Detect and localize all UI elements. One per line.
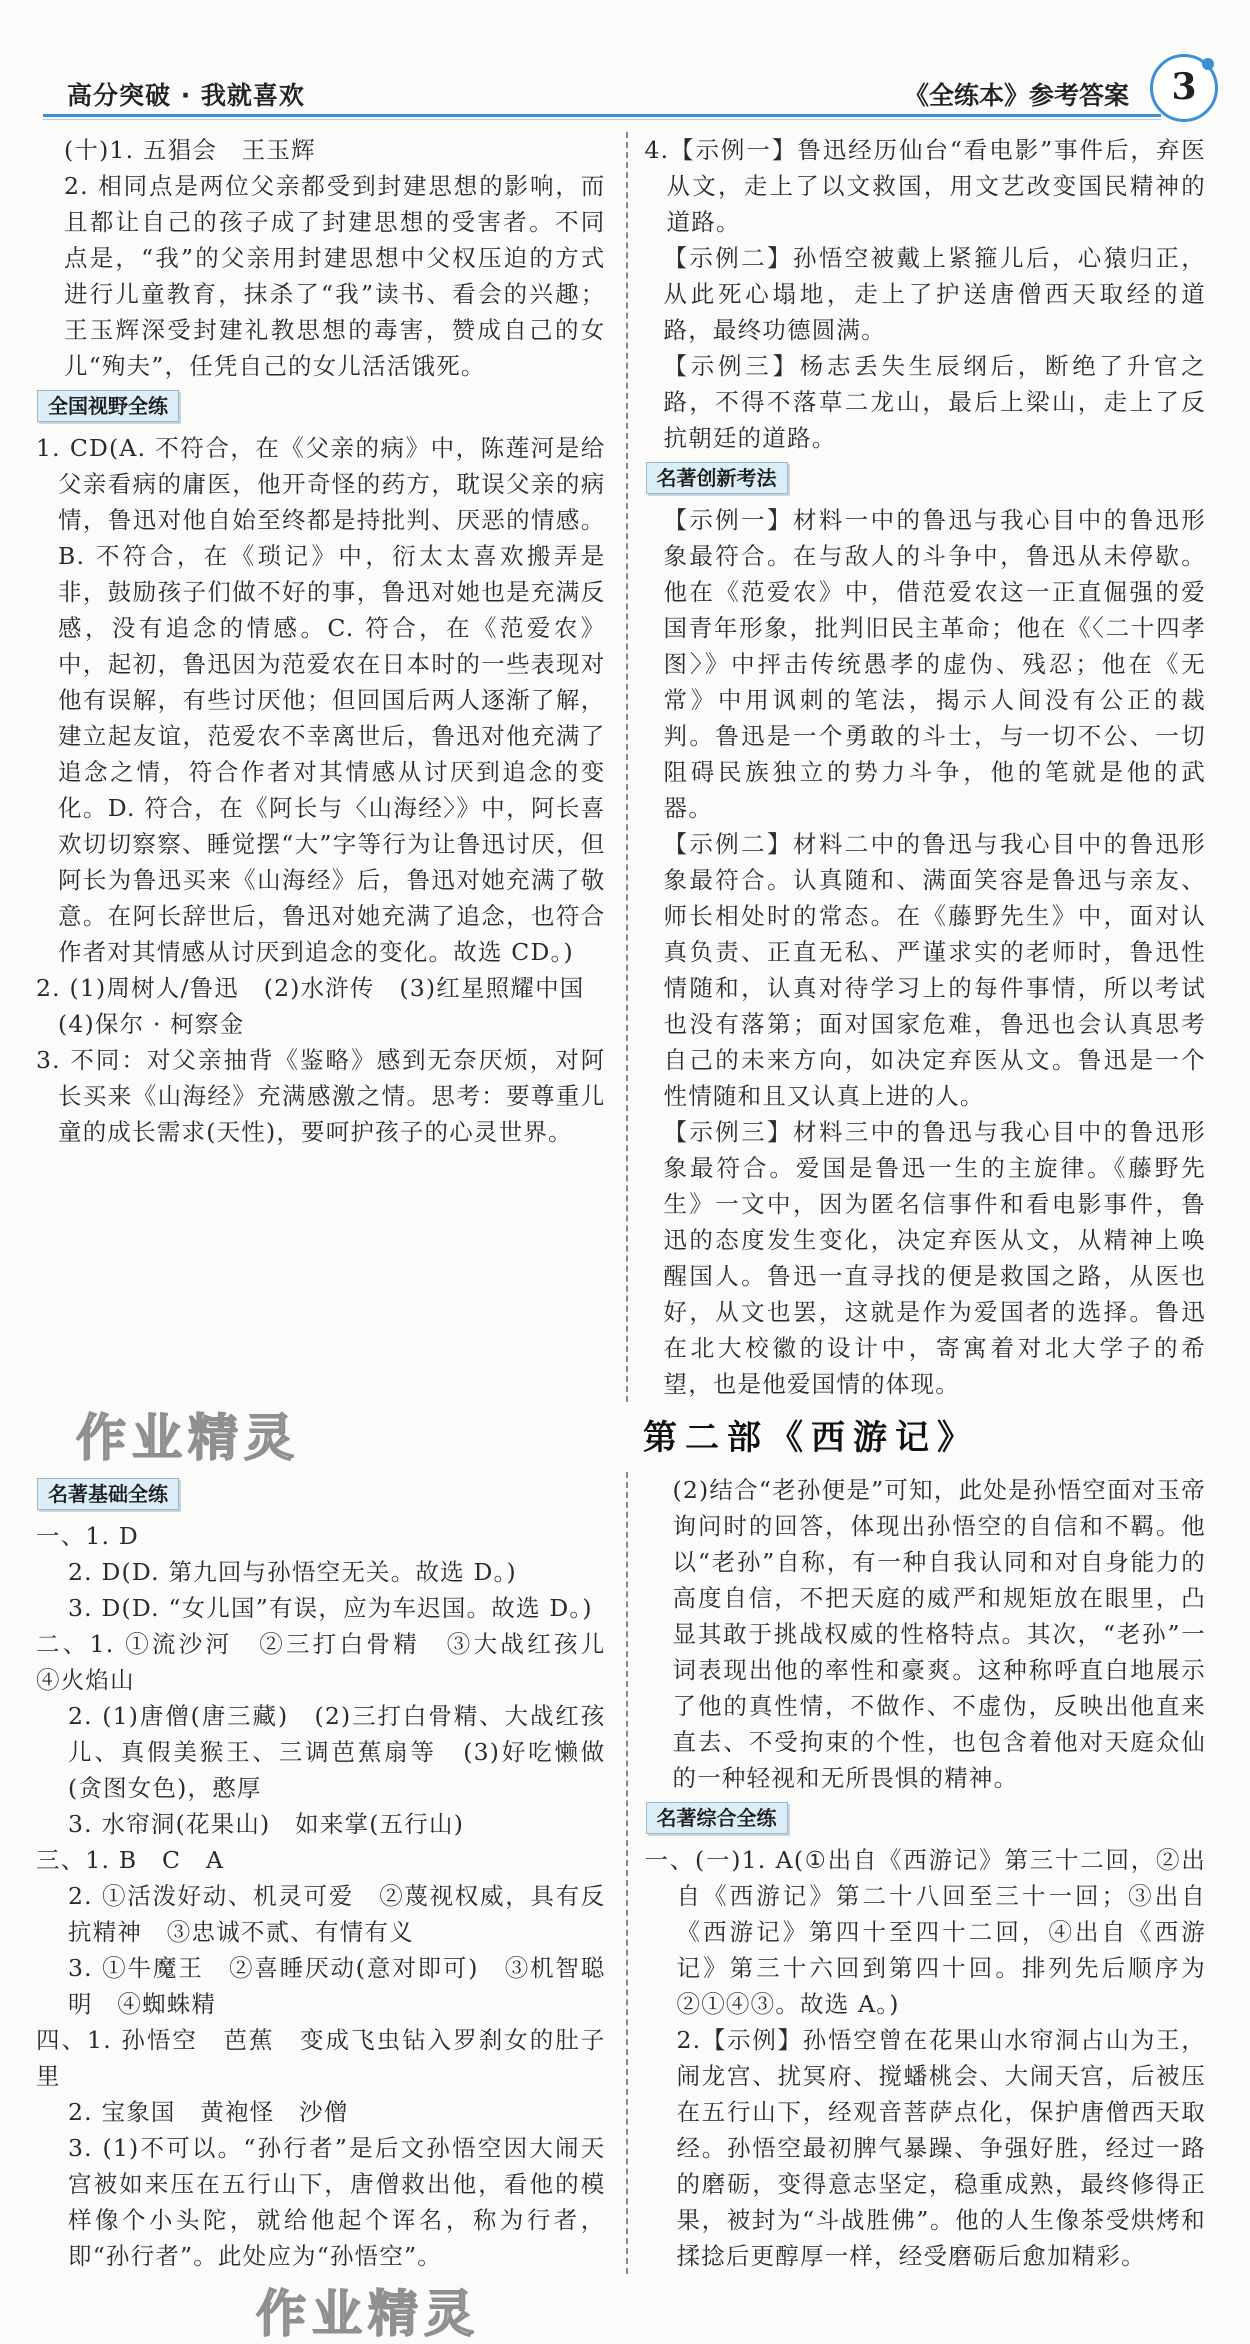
answer-item: 二、1. ①流沙河 ②三打白骨精 ③大战红孩儿 ④火焰山 [36,1630,631,1694]
answer-item: 1. CD(A. 不符合，在《父亲的病》中，陈莲河是给父亲看病的庸医，他开奇怪的药方，耽误父亲的病情，鲁迅对他自始至终都是持批判、厌恶的情感。B. 不符合，在《琐记》中，衍太太喜欢搬弄是非，鼓励孩子们做不好的事，鲁迅对她也是充满反感，没有追念的情感。C. 符合，在《范爱农》中，起初，鲁迅因为范爱农在日本时的一些表现对他有误解，有些讨厌他；但回国后两人逐渐了解，建立起友谊，范爱农不幸离世后，鲁迅对他充满了追念之情，符合作者对其情感从讨厌到追念的变化。D. 符合，在《阿长与〈山海经〉》中，阿长喜欢切切察察、睡觉摆“大”字等行为让鲁迅讨厌，但阿长为鲁迅买来《山海经》后，鲁迅对她充满了敬意。在阿长辞世后，鲁迅对她充满了追念，也符合作者对其情感从讨厌到追念的变化。故选 CD。) [36,434,606,966]
basics-practice-answers [36,1518,631,2274]
lower-columns [36,1472,1206,2274]
answer-item: 2. (1)周树人/鲁迅 (2)水浒传 (3)红星照耀中国 [36,974,585,1002]
comprehensive-answers [645,1842,1207,2274]
left-top-answers [36,132,606,384]
answer-item: 一、(一)1. A(①出自《西游记》第三十二回，②出自《西游记》第二十八回至三十一回；③出自《西游记》第四十至四十二回，④出自《西游记》第三十六回到第四十回。排列先后顺序为②①④③。故选 A。) [644,1846,1206,2018]
answer-item: 四、1. 孙悟空 芭蕉 变成飞虫钻入罗刹女的肚子里 [36,2026,606,2090]
watermark: 作业精灵 [256,2285,480,2343]
answer-item: 三、1. B C A [36,1846,225,1874]
continued-answer [645,1472,1207,1796]
section-label-basics: 名著基础全练 [37,1478,179,1510]
national-practice-answers [36,430,606,1150]
right-column-upper [626,132,1207,1402]
answer-item: 【示例二】材料二中的鲁迅与我心目中的鲁迅形象最符合。认真随和、满面笑容是鲁迅与亲友、师长相处时的常态。在《藤野先生》中，面对认真负责、正直无私、严谨求实的老师时，鲁迅性情随和，认真对待学习上的每件事情，所以考试也没有落第；面对国家危难，鲁迅也会认真思考自己的未来方向，如决定弃医从文。鲁迅是一个性情随和且又认真上进的人。 [663,830,1206,1110]
section-label-innovation: 名著创新考法 [646,462,788,494]
answer-item: 2.【示例】孙悟空曾在花果山水帘洞占山为王，闹龙宫、扰冥府、搅蟠桃会、大闹天宫，后被压在五行山下，经观音菩萨点化，保护唐僧西天取经。孙悟空最初脾气暴躁、争强好胜，经过一路的磨砺，变得意志坚定，稳重成熟，最终修得正果，被封为“斗战胜佛”。他的人生像茶受烘烤和揉捻后更醇厚一样，经受磨砺后愈加精彩。 [676,2026,1206,2270]
answer-item: 【示例一】材料一中的鲁迅与我心目中的鲁迅形象最符合。在与敌人的斗争中，鲁迅从未停歇。他在《范爱农》中，借范爱农这一正直倔强的爱国青年形象，批判旧民主革命；他在《〈二十四孝图〉》中抨击传统愚孝的虚伪、残忍；他在《无常》中用讽刺的笔法，揭示人间没有公正的裁判。鲁迅是一个勇敢的斗士，与一切不公、一切阻碍民族独立的势力斗争，他的笔就是他的武器。 [663,506,1206,822]
watermark: 作业精灵 [76,1409,300,1467]
answer-item: 2. D(D. 第九回与孙悟空无关。故选 D。) [68,1558,517,1586]
answer-item: 3. 水帘洞(花果山) 如来掌(五行山) [68,1810,465,1838]
right-top-answers [645,132,1207,456]
answer-item: 3. 不同：对父亲抽背《鉴略》感到无奈厌烦，对阿长买来《山海经》充满感激之情。思考：要尊重儿童的成长需求(天性)，要呵护孩子的心灵世界。 [36,1046,606,1146]
answer-item: (2)结合“老孙便是”可知，此处是孙悟空面对玉帝询问时的回答，体现出孙悟空的自信和不羁。他以“老孙”自称，有一种自我认同和对自身能力的高度自信，不把天庭的威严和规矩放在眼里，凸显其敢于挑战权威的性格特点。其次，“老孙”一词表现出他的率性和豪爽。这种称呼直白地展示了他的真性情，不做作、不虚伪，反映出他直来直去、不受拘束的个性，也包含着他对天庭众仙的一种轻视和无所畏惧的精神。 [672,1476,1206,1792]
answer-item: 【示例二】孙悟空被戴上紧箍儿后，心猿归正，从此死心塌地，走上了护送唐僧西天取经的道路，最终功德圆满。 [663,244,1206,344]
innovation-answers [645,502,1207,1402]
answer-item: 4.【示例一】鲁迅经历仙台“看电影”事件后，弃医从文，走上了以文救国，用文艺改变国民精神的道路。 [644,136,1206,236]
answer-item: 【示例三】杨志丢失生辰纲后，断绝了升官之路，不得不落草二龙山，最后上梁山，走上了反抗朝廷的道路。 [663,352,1206,452]
header-rule [43,114,1161,117]
answer-item: 3. D(D. “女儿国”有误，应为车迟国。故选 D。) [68,1594,593,1622]
header-slogan: 高分突破 · 我就喜欢 [67,81,305,110]
right-column-lower [626,1472,1207,2274]
left-column-lower [36,1472,631,2274]
answer-item: 一、1. D [36,1522,139,1550]
header-book-title: 《全练本》参考答案 [903,81,1129,110]
answer-item: 【示例三】材料三中的鲁迅与我心目中的鲁迅形象最符合。爱国是鲁迅一生的主旋律。《藤野先生》一文中，因为匿名信事件和看电影事件，鲁迅的态度发生变化，决定弃医从文，从精神上唤醒国人。鲁迅一直寻找的便是救国之路，从医也好，从文也罢，这就是作为爱国者的选择。鲁迅在北大校徽的设计中，寄寓着对北大学子的希望，也是他爱国情的体现。 [663,1118,1206,1398]
page-number: 3 [1150,54,1218,122]
answer-item: 2. 相同点是两位父亲都受到封建思想的影响，而且都让自己的孩子成了封建思想的受害者。不同点是，“我”的父亲用封建思想中父权压迫的方式进行儿童教育，抹杀了“我”读书、看会的兴趣；王玉辉深受封建礼教思想的毒害，赞成自己的女儿“殉夫”，任凭自己的女儿活活饿死。 [64,172,606,380]
answer-item: 2. (1)唐僧(唐三藏) (2)三打白骨精、大战红孩儿、真假美猴王、三调芭蕉扇等 (3)好吃懒做(贪图女色)，憨厚 [68,1702,606,1802]
answer-item: (十)1. 五猖会 王玉辉 [64,136,316,164]
answer-item: 2. 宝象国 黄袍怪 沙僧 [68,2098,349,2126]
part-title-row [36,1406,1206,1470]
part-title: 第二部《西游记》 [643,1418,979,1458]
section-label-national: 全国视野全练 [37,390,179,422]
page-body [36,132,1206,2344]
page-number-dot-icon [1202,58,1214,70]
answer-item: (4)保尔 · 柯察金 [58,1010,245,1038]
answer-item: 2. ①活泼好动、机灵可爱 ②蔑视权威，具有反抗精神 ③忠诚不贰、有情有义 [68,1882,606,1946]
header-rule-thin [43,119,1161,120]
left-column-upper [36,132,626,1402]
upper-columns [36,132,1206,1402]
answer-item: 3. ①牛魔王 ②喜睡厌动(意对即可) ③机智聪明 ④蜘蛛精 [68,1954,606,2018]
section-label-comprehensive: 名著综合全练 [646,1802,788,1834]
answer-item: 3. (1)不可以。“孙行者”是后文孙悟空因大闹天宫被如来压在五行山下，唐僧救出他，看他的模样像个小头陀，就给他起个诨名，称为行者，即“孙行者”。此处应为“孙悟空”。 [68,2134,606,2270]
